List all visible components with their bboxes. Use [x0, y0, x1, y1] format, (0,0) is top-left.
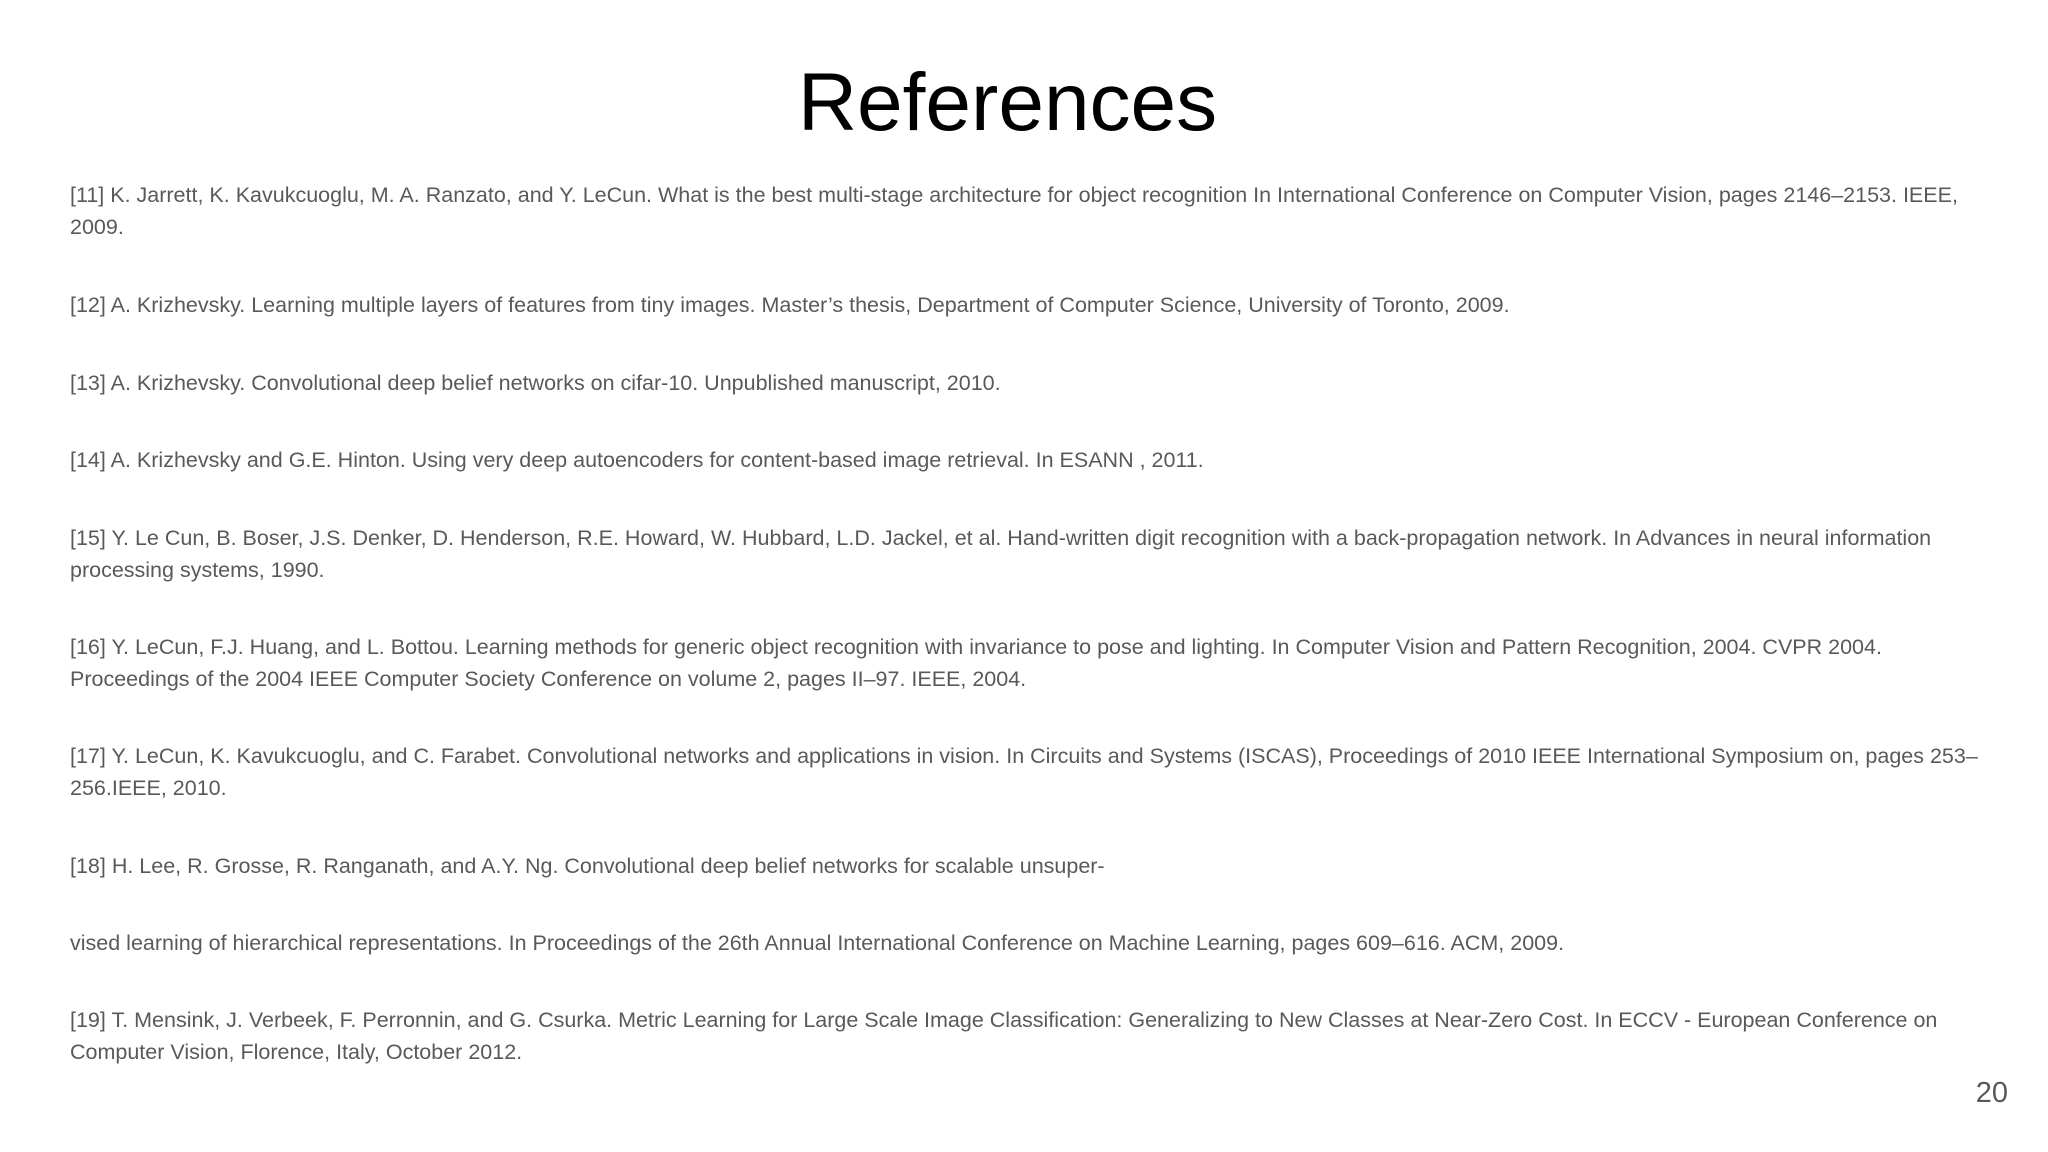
reference-item-12: [12] A. Krizhevsky. Learning multiple layers of features from tiny images. Master’s thesis, Department of Computer Science, University of Toronto, 2009.	[70, 293, 1510, 317]
reference-item-19: [19] T. Mensink, J. Verbeek, F. Perronnin, and G. Csurka. Metric Learning for Large Scale Image Classification: Generalizing to New Classes at Near-Zero Cost. In ECCV - European Conference on Computer Vision, Florence, Italy, October 2012.	[70, 1008, 1938, 1064]
reference-item-15: [15] Y. Le Cun, B. Boser, J.S. Denker, D. Henderson, R.E. Howard, W. Hubbard, L.D. Jackel, et al. Hand-written digit recognition with a back-propagation network. In Advances in neural information processing systems, 1990.	[70, 526, 1932, 582]
reference-item-18: [18] H. Lee, R. Grosse, R. Ranganath, and A.Y. Ng. Convolutional deep belief networks for scalable unsuper-	[70, 854, 1105, 878]
page-title: References	[797, 57, 1218, 148]
reference-item-11: [11] K. Jarrett, K. Kavukcuoglu, M. A. Ranzato, and Y. LeCun. What is the best multi-stage architecture for object recognition In International Conference on Computer Vision, pages 2146–2153. IEEE, 2009.	[70, 183, 1958, 239]
page-number: 20	[1975, 1077, 2008, 1109]
reference-item-13: [13] A. Krizhevsky. Convolutional deep belief networks on cifar-10. Unpublished manuscript, 2010.	[70, 371, 1001, 395]
reference-item-16: [16] Y. LeCun, F.J. Huang, and L. Bottou. Learning methods for generic object recognition with invariance to pose and lighting. In Computer Vision and Pattern Recognition, 2004. CVPR 2004. Proceedings of the 2004 IEEE Computer Society Conference on volume 2, pages II–97. IEEE, 2004.	[70, 635, 1882, 691]
reference-item-14: [14] A. Krizhevsky and G.E. Hinton. Using very deep autoencoders for content-based image retrieval. In ESANN , 2011.	[70, 448, 1204, 472]
reference-item-18-continuation: vised learning of hierarchical representations. In Proceedings of the 26th Annual International Conference on Machine Learning, pages 609–616. ACM, 2009.	[70, 931, 1565, 955]
reference-item-17: [17] Y. LeCun, K. Kavukcuoglu, and C. Farabet. Convolutional networks and applications in vision. In Circuits and Systems (ISCAS), Proceedings of 2010 IEEE International Symposium on, pages 253–256.IEEE, 2010.	[70, 744, 1978, 800]
